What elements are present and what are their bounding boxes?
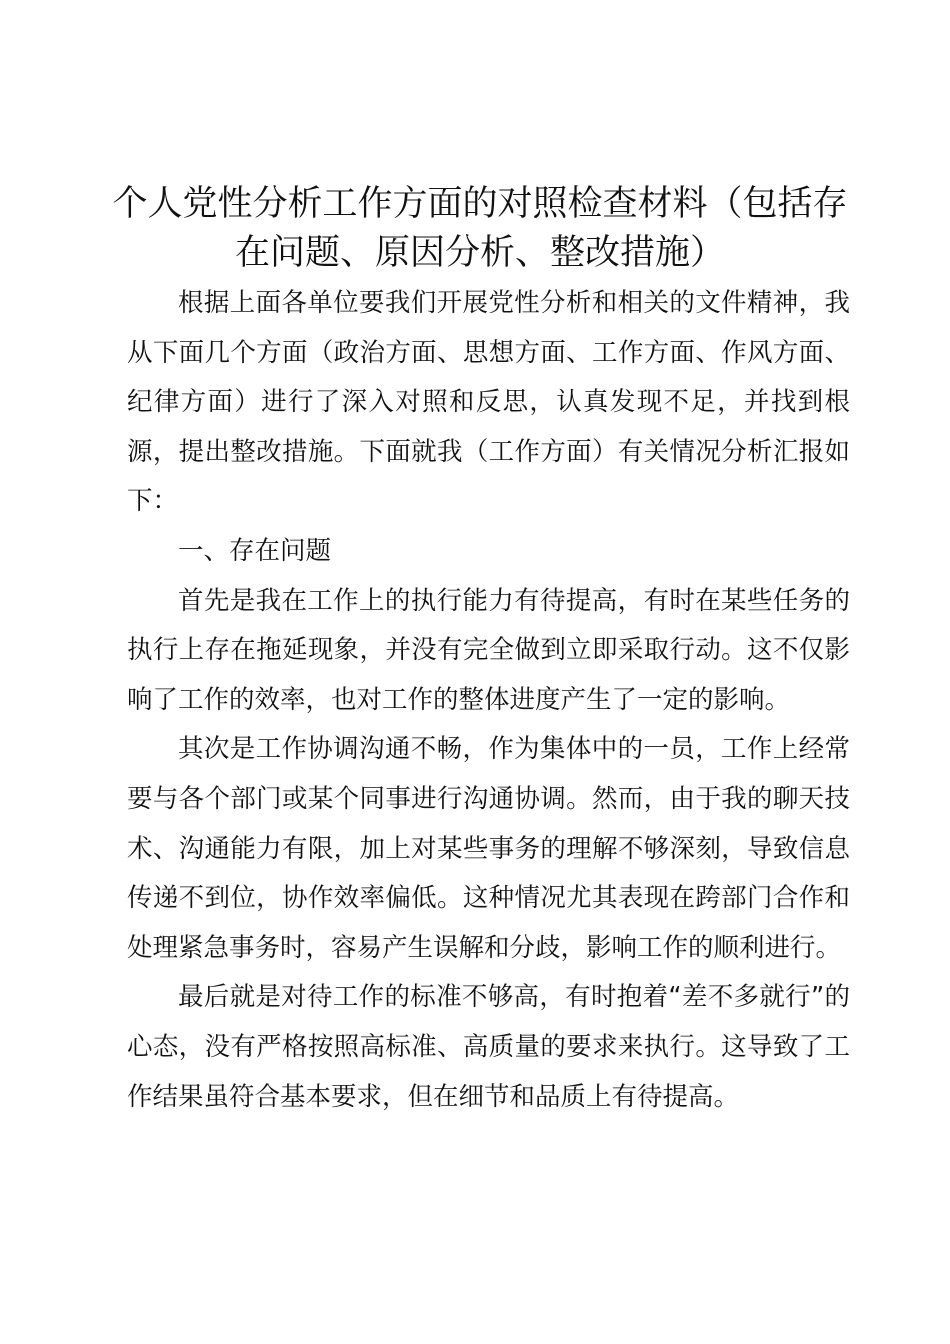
section-heading-problems: 一、存在问题: [178, 535, 332, 566]
document-body: [127, 279, 850, 1122]
paragraph-problem-3: 最后就是对待工作的标准不够高，有时抱着“差不多就行”的心态，没有严格按照高标准、高质量的要求来执行。这导致了工作结果虽符合基本要求，但在细节和品质上有待提高。: [127, 982, 850, 1112]
paragraph-intro: 根据上面各单位要我们开展党性分析和相关的文件精神，我从下面几个方面（政治方面、思想方面、工作方面、作风方面、纪律方面）进行了深入对照和反思，认真发现不足，并找到根源，提出整改措施。下面就我（工作方面）有关情况分析汇报如下：: [127, 288, 850, 517]
paragraph-problem-2: 其次是工作协调沟通不畅，作为集体中的一员，工作上经常要与各个部门或某个同事进行沟通协调。然而，由于我的聊天技术、沟通能力有限，加上对某些事务的理解不够深刻，导致信息传递不到位，协作效率偏低。这种情况尤其表现在跨部门合作和处理紧急事务时，容易产生误解和分歧，影响工作的顺利进行。: [127, 734, 850, 963]
document-title: 个人党性分析工作方面的对照检查材料（包括存在问题、原因分析、整改措施）: [112, 184, 848, 273]
paragraph-problem-1: 首先是我在工作上的执行能力有待提高，有时在某些任务的执行上存在拖延现象，并没有完全做到立即采取行动。这不仅影响了工作的效率，也对工作的整体进度产生了一定的影响。: [127, 585, 850, 715]
